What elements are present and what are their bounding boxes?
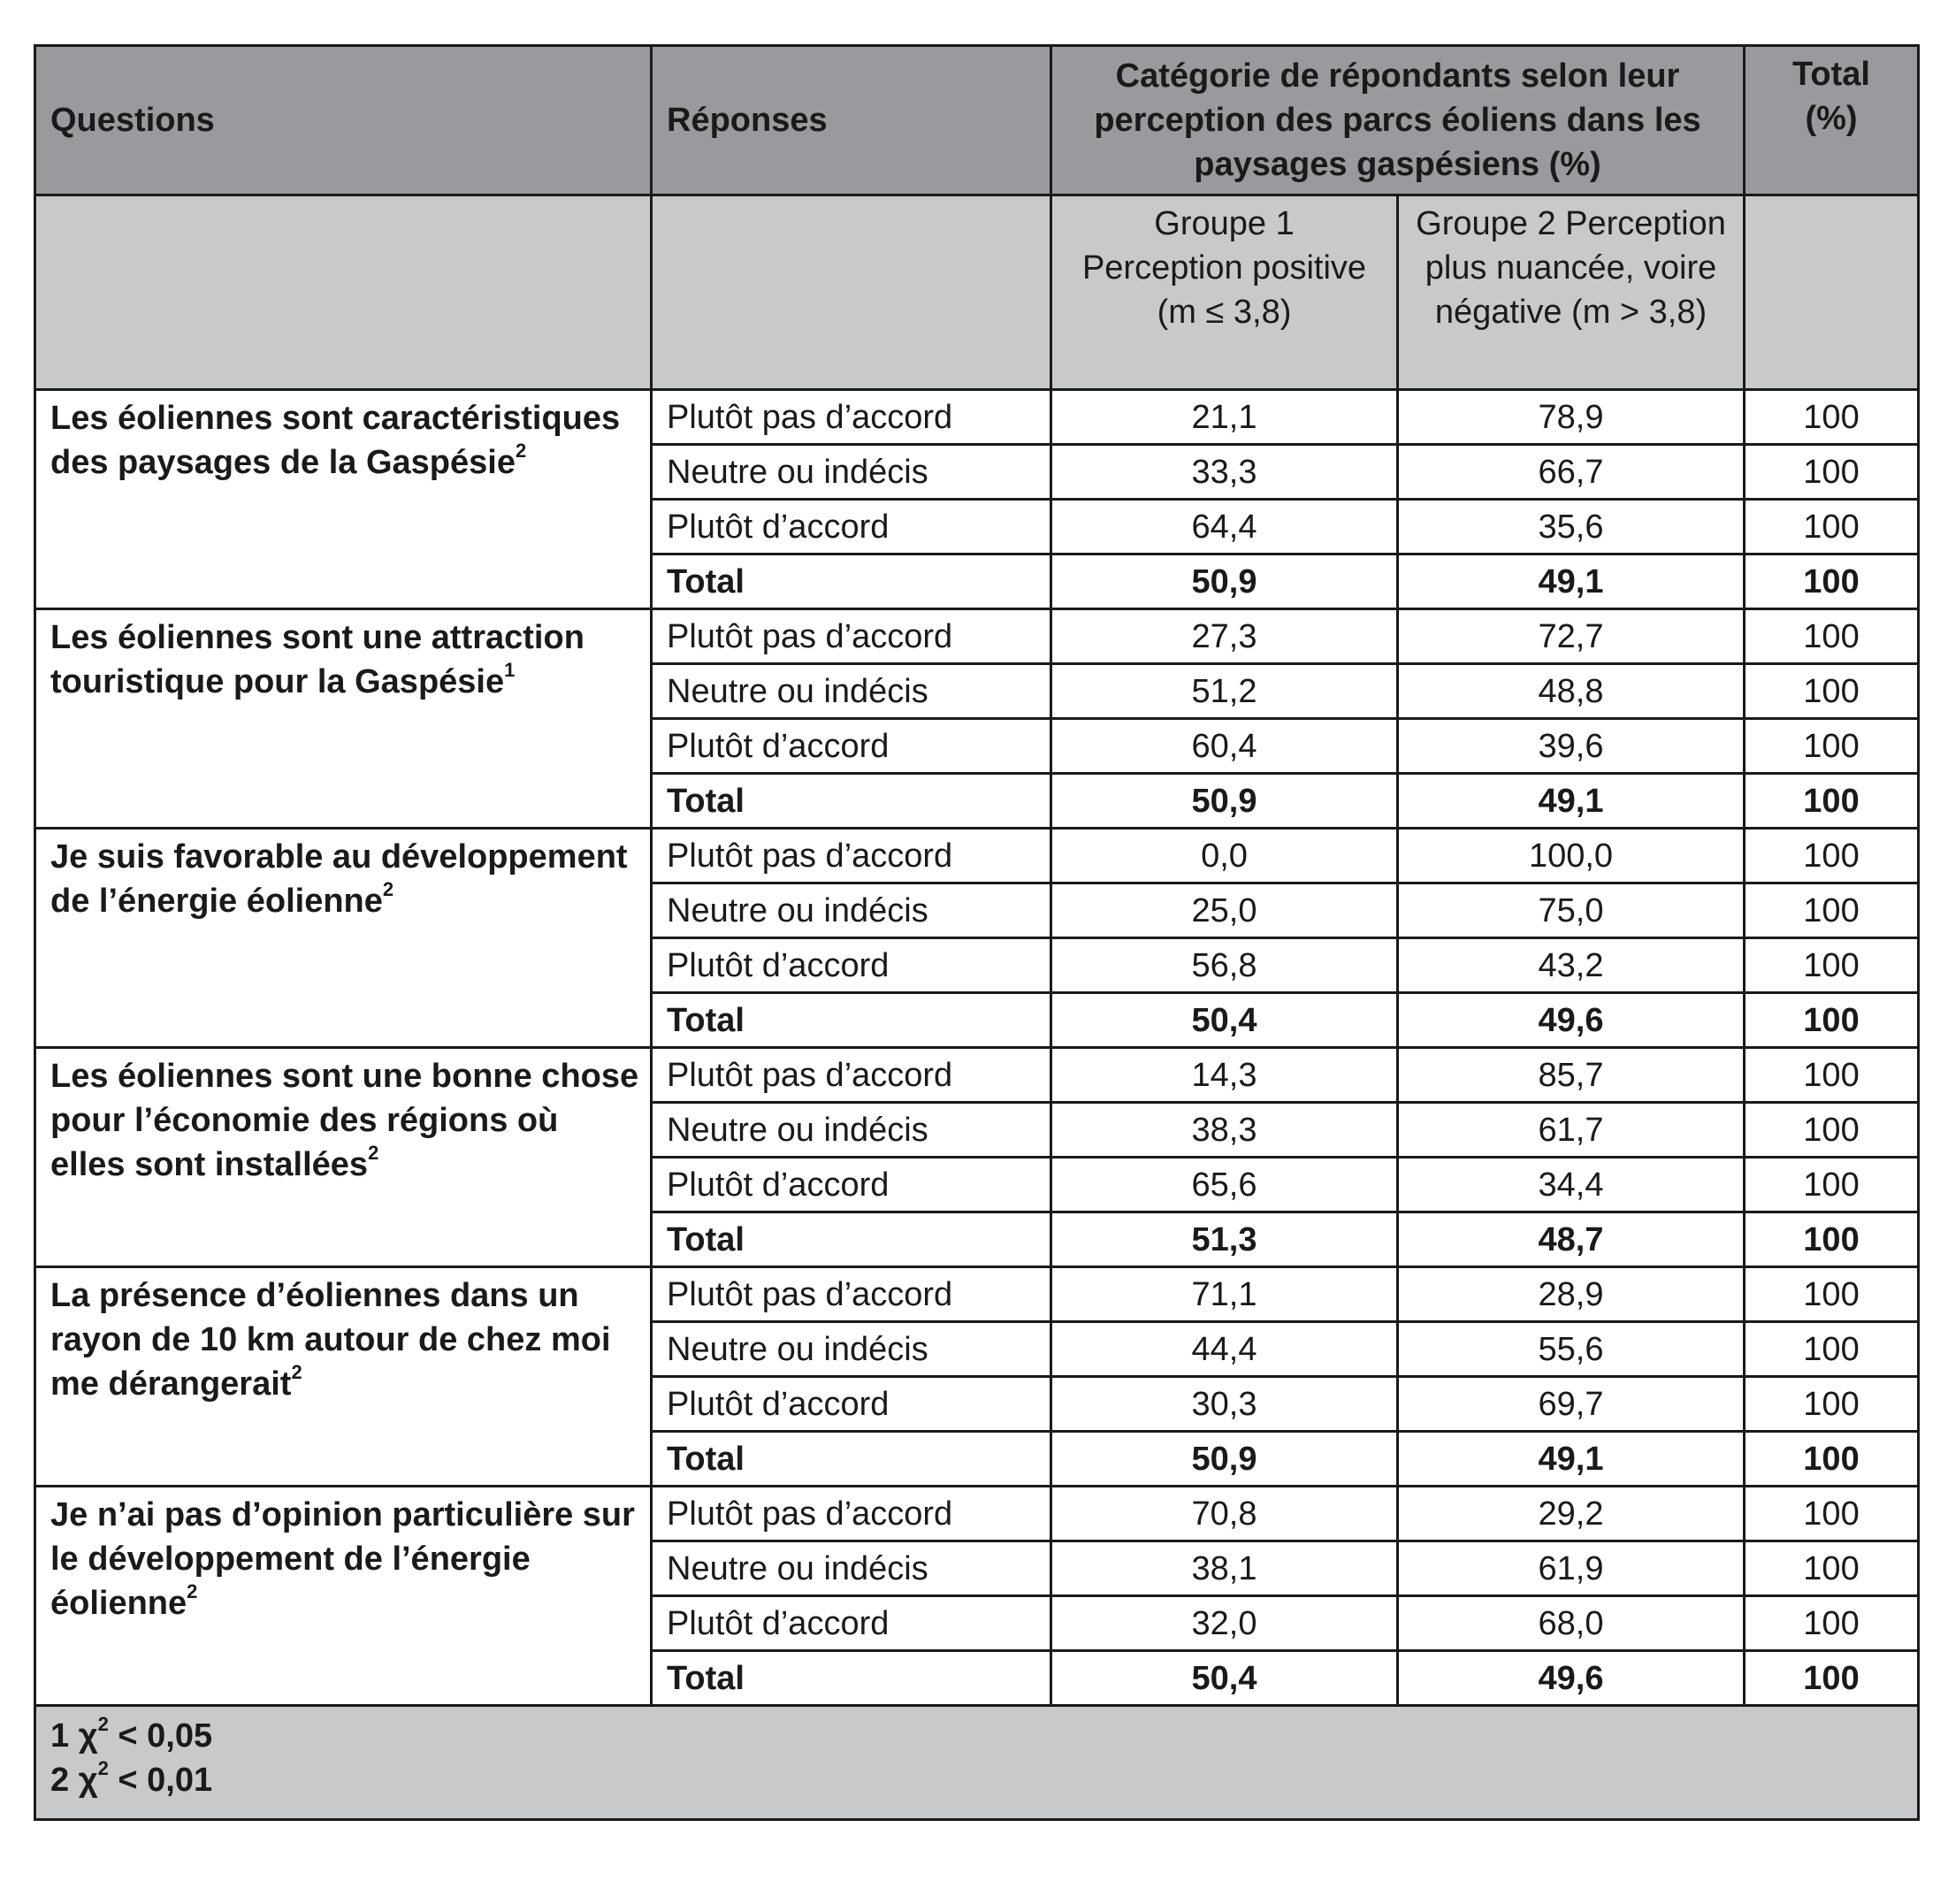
group1-value: 21,1: [1051, 390, 1398, 445]
group1-value: 38,3: [1051, 1103, 1398, 1158]
total-value: 100: [1745, 500, 1919, 554]
response-cell: Neutre ou indécis: [652, 664, 1051, 719]
response-cell: Plutôt d’accord: [652, 1596, 1051, 1651]
group1-value: 0,0: [1051, 829, 1398, 883]
response-cell: Total: [652, 1432, 1051, 1487]
group2-value: 48,8: [1398, 664, 1745, 719]
total-value: 100: [1745, 1432, 1919, 1487]
response-cell: Plutôt pas d’accord: [652, 1048, 1051, 1103]
survey-table: [34, 44, 1920, 1821]
total-value: 100: [1745, 883, 1919, 938]
footnote-marker: 2: [515, 440, 527, 462]
group1-value: 50,4: [1051, 993, 1398, 1048]
total-value: 100: [1745, 664, 1919, 719]
footnote-marker: 2: [291, 1361, 302, 1383]
group2-value: 34,4: [1398, 1158, 1745, 1212]
group2-value: 72,7: [1398, 609, 1745, 664]
total-value: 100: [1745, 1377, 1919, 1432]
header-category: Catégorie de répondants selon leur perception des parcs éoliens dans les paysages gaspésiens (%): [1051, 46, 1745, 195]
table-row: [35, 1487, 1919, 1541]
subheader-empty-questions: [35, 195, 652, 390]
group1-value: 14,3: [1051, 1048, 1398, 1103]
group2-value: 66,7: [1398, 445, 1745, 500]
response-cell: Plutôt pas d’accord: [652, 390, 1051, 445]
subheader-group1: Groupe 1 Perception positive (m ≤ 3,8): [1051, 195, 1398, 390]
question-text: Les éoliennes sont une attraction touristique pour la Gaspésie: [50, 619, 584, 700]
question-text: Je suis favorable au développement de l’énergie éolienne: [50, 838, 628, 920]
response-cell: Neutre ou indécis: [652, 1103, 1051, 1158]
response-cell: Plutôt pas d’accord: [652, 829, 1051, 883]
group2-value: 49,6: [1398, 1651, 1745, 1706]
question-cell: [35, 1048, 652, 1267]
table-row: [35, 609, 1919, 664]
question-cell: [35, 390, 652, 609]
header-row: [35, 46, 1919, 195]
total-value: 100: [1745, 554, 1919, 609]
subheader-empty-total: [1745, 195, 1919, 390]
footnote-f2-prefix: 2 χ: [50, 1762, 98, 1799]
question-cell: [35, 1267, 652, 1487]
group2-value: 61,9: [1398, 1541, 1745, 1596]
question-text: La présence d’éoliennes dans un rayon de 10 km autour de chez moi me dérangerait: [50, 1277, 611, 1403]
group2-value: 78,9: [1398, 390, 1745, 445]
group1-value: 60,4: [1051, 719, 1398, 774]
group1-value: 71,1: [1051, 1267, 1398, 1322]
group2-value: 39,6: [1398, 719, 1745, 774]
question-cell: [35, 609, 652, 829]
total-value: 100: [1745, 829, 1919, 883]
footnotes: [35, 1706, 1919, 1820]
group1-value: 70,8: [1051, 1487, 1398, 1541]
question-cell: [35, 829, 652, 1048]
group1-value: 38,1: [1051, 1541, 1398, 1596]
total-value: 100: [1745, 1487, 1919, 1541]
group2-value: 61,7: [1398, 1103, 1745, 1158]
group2-value: 49,1: [1398, 1432, 1745, 1487]
group1-value: 33,3: [1051, 445, 1398, 500]
footnote-marker: 2: [187, 1580, 198, 1602]
response-cell: Plutôt d’accord: [652, 1158, 1051, 1212]
question-text: Les éoliennes sont une bonne chose pour l’économie des régions où elles sont installées: [50, 1058, 639, 1183]
subheader-empty-responses: [652, 195, 1051, 390]
group1-value: 51,2: [1051, 664, 1398, 719]
group1-value: 27,3: [1051, 609, 1398, 664]
footnote-f1-prefix: 1 χ: [50, 1717, 98, 1755]
footnote-line: [50, 1758, 1903, 1802]
group1-value: 50,9: [1051, 774, 1398, 829]
group1-value: 64,4: [1051, 500, 1398, 554]
response-cell: Neutre ou indécis: [652, 1322, 1051, 1377]
response-cell: Total: [652, 554, 1051, 609]
group2-value: 48,7: [1398, 1212, 1745, 1267]
group2-value: 35,6: [1398, 500, 1745, 554]
group2-value: 29,2: [1398, 1487, 1745, 1541]
total-value: 100: [1745, 390, 1919, 445]
response-cell: Plutôt pas d’accord: [652, 1487, 1051, 1541]
group1-value: 51,3: [1051, 1212, 1398, 1267]
header-total-label: Total (%): [1792, 56, 1870, 137]
total-value: 100: [1745, 1651, 1919, 1706]
footnote-marker: 2: [368, 1142, 379, 1164]
total-value: 100: [1745, 1048, 1919, 1103]
total-value: 100: [1745, 938, 1919, 993]
response-cell: Plutôt d’accord: [652, 938, 1051, 993]
group2-value: 75,0: [1398, 883, 1745, 938]
group2-value: 55,6: [1398, 1322, 1745, 1377]
total-value: 100: [1745, 445, 1919, 500]
total-value: 100: [1745, 1596, 1919, 1651]
group1-value: 30,3: [1051, 1377, 1398, 1432]
footnote-row: [35, 1706, 1919, 1820]
total-value: 100: [1745, 1103, 1919, 1158]
group2-value: 43,2: [1398, 938, 1745, 993]
group2-value: 49,6: [1398, 993, 1745, 1048]
footnote-f1-suffix: < 0,05: [108, 1717, 213, 1755]
subheader-row: [35, 195, 1919, 390]
response-cell: Plutôt d’accord: [652, 719, 1051, 774]
response-cell: Total: [652, 1651, 1051, 1706]
response-cell: Plutôt pas d’accord: [652, 609, 1051, 664]
total-value: 100: [1745, 1158, 1919, 1212]
group1-value: 25,0: [1051, 883, 1398, 938]
response-cell: Neutre ou indécis: [652, 445, 1051, 500]
question-text: Les éoliennes sont caractéristiques des paysages de la Gaspésie: [50, 400, 621, 481]
group1-value: 56,8: [1051, 938, 1398, 993]
response-cell: Neutre ou indécis: [652, 1541, 1051, 1596]
group2-value: 100,0: [1398, 829, 1745, 883]
response-cell: Plutôt pas d’accord: [652, 1267, 1051, 1322]
total-value: 100: [1745, 609, 1919, 664]
footnote-marker: 2: [382, 878, 394, 900]
response-cell: Total: [652, 774, 1051, 829]
question-cell: [35, 1487, 652, 1706]
total-value: 100: [1745, 1267, 1919, 1322]
total-value: 100: [1745, 993, 1919, 1048]
question-text: Je n’ai pas d’opinion particulière sur le développement de l’énergie éolienne: [50, 1496, 635, 1622]
subheader-group2: Groupe 2 Perception plus nuancée, voire négative (m > 3,8): [1398, 195, 1745, 390]
total-value: 100: [1745, 719, 1919, 774]
total-value: 100: [1745, 1212, 1919, 1267]
footnote-f2-sup: 2: [97, 1757, 109, 1779]
group1-value: 50,4: [1051, 1651, 1398, 1706]
response-cell: Plutôt d’accord: [652, 1377, 1051, 1432]
total-value: 100: [1745, 1322, 1919, 1377]
group1-value: 50,9: [1051, 554, 1398, 609]
footnote-marker: 1: [504, 659, 516, 681]
footnote-f1-sup: 2: [97, 1713, 109, 1735]
total-value: 100: [1745, 1541, 1919, 1596]
header-responses: Réponses: [652, 46, 1051, 195]
footnote-line: [50, 1714, 1903, 1758]
header-total: [1745, 46, 1919, 195]
table-row: [35, 390, 1919, 445]
header-questions: Questions: [35, 46, 652, 195]
group2-value: 85,7: [1398, 1048, 1745, 1103]
group2-value: 28,9: [1398, 1267, 1745, 1322]
group1-value: 44,4: [1051, 1322, 1398, 1377]
response-cell: Plutôt d’accord: [652, 500, 1051, 554]
group2-value: 69,7: [1398, 1377, 1745, 1432]
group1-value: 50,9: [1051, 1432, 1398, 1487]
table-row: [35, 829, 1919, 883]
response-cell: Neutre ou indécis: [652, 883, 1051, 938]
response-cell: Total: [652, 1212, 1051, 1267]
footnote-f2-suffix: < 0,01: [108, 1762, 213, 1799]
table-row: [35, 1267, 1919, 1322]
total-value: 100: [1745, 774, 1919, 829]
group2-value: 49,1: [1398, 554, 1745, 609]
table-row: [35, 1048, 1919, 1103]
group2-value: 68,0: [1398, 1596, 1745, 1651]
group2-value: 49,1: [1398, 774, 1745, 829]
response-cell: Total: [652, 993, 1051, 1048]
group1-value: 65,6: [1051, 1158, 1398, 1212]
group1-value: 32,0: [1051, 1596, 1398, 1651]
